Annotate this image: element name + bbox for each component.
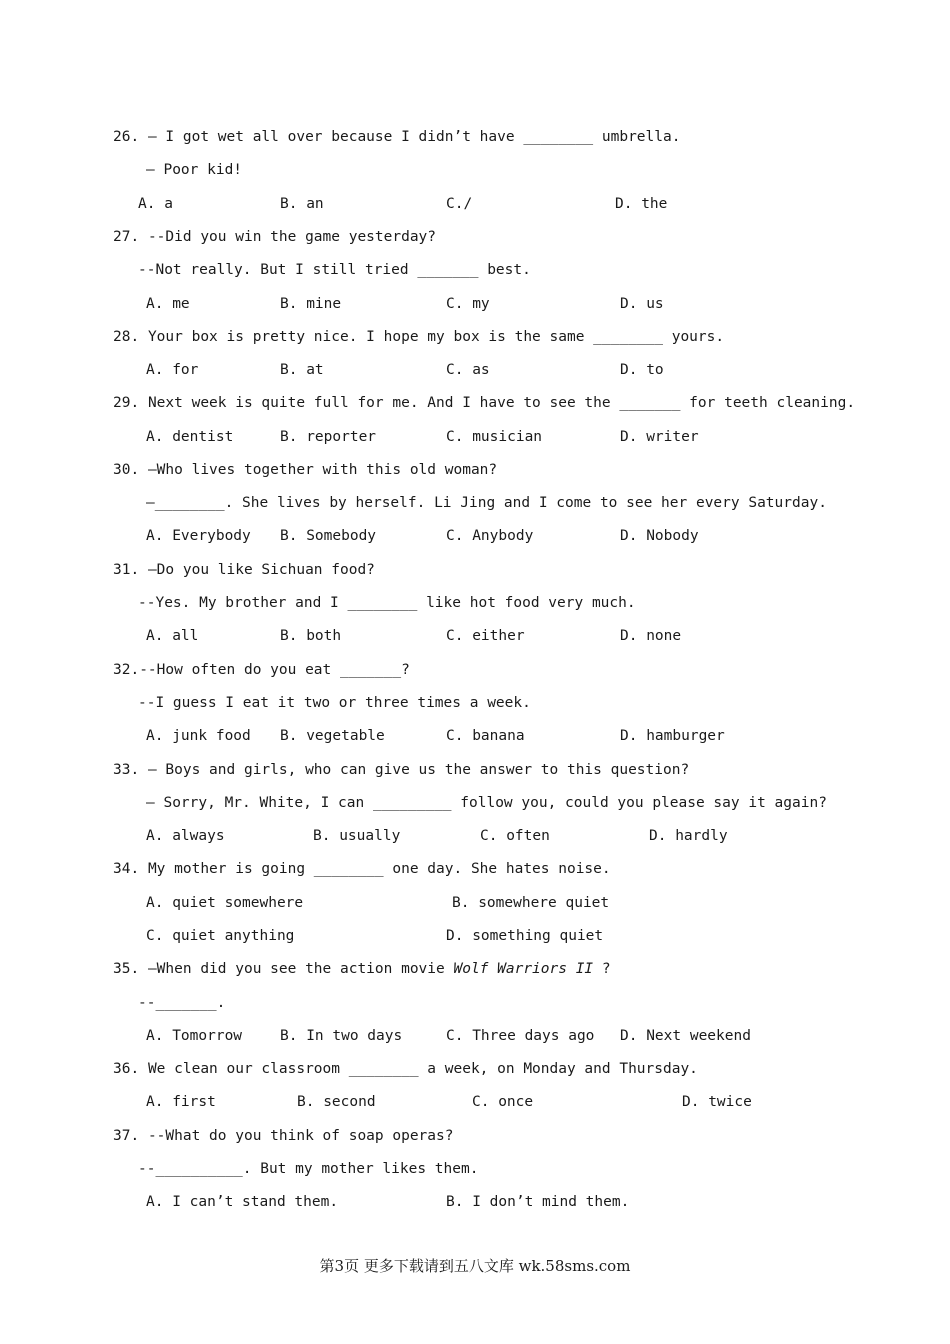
question-34-option-b: B. somewhere quiet xyxy=(452,895,610,911)
question-30-option-b: B. Somebody xyxy=(280,528,377,544)
question-31-stem: 31. —Do you like Sichuan food? xyxy=(113,562,375,578)
question-37-line-2: --__________. But my mother likes them. xyxy=(138,1161,479,1177)
question-34-option-a: A. quiet somewhere xyxy=(146,895,304,911)
question-26-line-2: — Poor kid! xyxy=(146,162,243,178)
question-34-option-c: C. quiet anything xyxy=(146,928,295,944)
question-27-stem: 27. --Did you win the game yesterday? xyxy=(113,229,437,245)
question-28-option-b: B. at xyxy=(280,362,324,378)
question-32-option-c: C. banana xyxy=(446,728,525,744)
question-27-option-c: C. my xyxy=(446,296,490,312)
question-32-option-a: A. junk food xyxy=(146,728,251,744)
question-31-option-a: A. all xyxy=(146,628,199,644)
question-37-option-b: B. I don’t mind them. xyxy=(446,1194,630,1210)
question-29-stem: 29. Next week is quite full for me. And I have to see the _______ for teeth cleaning. xyxy=(113,395,856,411)
question-26-option-b: B. an xyxy=(280,196,324,212)
question-26-stem: 26. — I got wet all over because I didn’t have ________ umbrella. xyxy=(113,129,681,145)
question-32-option-d: D. hamburger xyxy=(620,728,725,744)
movie-title: Wolf Warriors II xyxy=(453,961,594,977)
question-36-option-d: D. twice xyxy=(682,1094,752,1110)
question-32-stem: 32.--How often do you eat _______? xyxy=(113,662,410,678)
question-35-option-d: D. Next weekend xyxy=(620,1028,751,1044)
question-36-option-a: A. first xyxy=(146,1094,216,1110)
question-29-option-c: C. musician xyxy=(446,429,543,445)
question-30-option-d: D. Nobody xyxy=(620,528,699,544)
question-29-option-b: B. reporter xyxy=(280,429,377,445)
question-30-option-c: C. Anybody xyxy=(446,528,534,544)
question-29-option-a: A. dentist xyxy=(146,429,234,445)
question-35-option-b: B. In two days xyxy=(280,1028,403,1044)
question-33-option-b: B. usually xyxy=(313,828,401,844)
question-33-option-c: C. often xyxy=(480,828,550,844)
question-29-option-d: D. writer xyxy=(620,429,699,445)
question-31-option-d: D. none xyxy=(620,628,682,644)
question-32-option-b: B. vegetable xyxy=(280,728,385,744)
question-27-option-a: A. me xyxy=(146,296,190,312)
question-37-option-a: A. I can’t stand them. xyxy=(146,1194,339,1210)
question-37-stem: 37. --What do you think of soap operas? xyxy=(113,1128,454,1144)
question-26-option-c: C./ xyxy=(446,196,473,212)
page-footer: 第3页 更多下载请到五八文库 wk.58sms.com xyxy=(319,1257,631,1275)
question-26-option-d: D. the xyxy=(615,196,668,212)
question-35-stem: 35. —When did you see the action movie Wolf Warriors II ? xyxy=(113,961,611,977)
question-35-line-2: --_______. xyxy=(138,995,226,1011)
question-36-option-c: C. once xyxy=(472,1094,534,1110)
question-36-stem: 36. We clean our classroom ________ a week, on Monday and Thursday. xyxy=(113,1061,698,1077)
question-27-line-2: --Not really. But I still tried _______ best. xyxy=(138,262,531,278)
question-27-option-b: B. mine xyxy=(280,296,342,312)
question-35-option-c: C. Three days ago xyxy=(446,1028,595,1044)
question-27-option-d: D. us xyxy=(620,296,664,312)
question-36-option-b: B. second xyxy=(297,1094,376,1110)
question-28-option-d: D. to xyxy=(620,362,664,378)
question-26-option-a: A. a xyxy=(138,196,173,212)
question-31-line-2: --Yes. My brother and I ________ like hot food very much. xyxy=(138,595,636,611)
question-30-line-2: —________. She lives by herself. Li Jing and I come to see her every Saturday. xyxy=(146,495,827,511)
question-33-option-a: A. always xyxy=(146,828,225,844)
question-28-stem: 28. Your box is pretty nice. I hope my box is the same ________ yours. xyxy=(113,329,725,345)
question-33-option-d: D. hardly xyxy=(649,828,728,844)
question-31-option-b: B. both xyxy=(280,628,342,644)
question-30-stem: 30. —Who lives together with this old woman? xyxy=(113,462,498,478)
question-28-option-a: A. for xyxy=(146,362,199,378)
question-31-option-c: C. either xyxy=(446,628,525,644)
question-33-line-2: — Sorry, Mr. White, I can _________ follow you, could you please say it again? xyxy=(146,795,827,811)
question-28-option-c: C. as xyxy=(446,362,490,378)
question-32-line-2: --I guess I eat it two or three times a week. xyxy=(138,695,531,711)
question-34-option-d: D. something quiet xyxy=(446,928,604,944)
question-33-stem: 33. — Boys and girls, who can give us the answer to this question? xyxy=(113,762,690,778)
question-35-option-a: A. Tomorrow xyxy=(146,1028,243,1044)
question-34-stem: 34. My mother is going ________ one day. She hates noise. xyxy=(113,861,611,877)
question-30-option-a: A. Everybody xyxy=(146,528,251,544)
